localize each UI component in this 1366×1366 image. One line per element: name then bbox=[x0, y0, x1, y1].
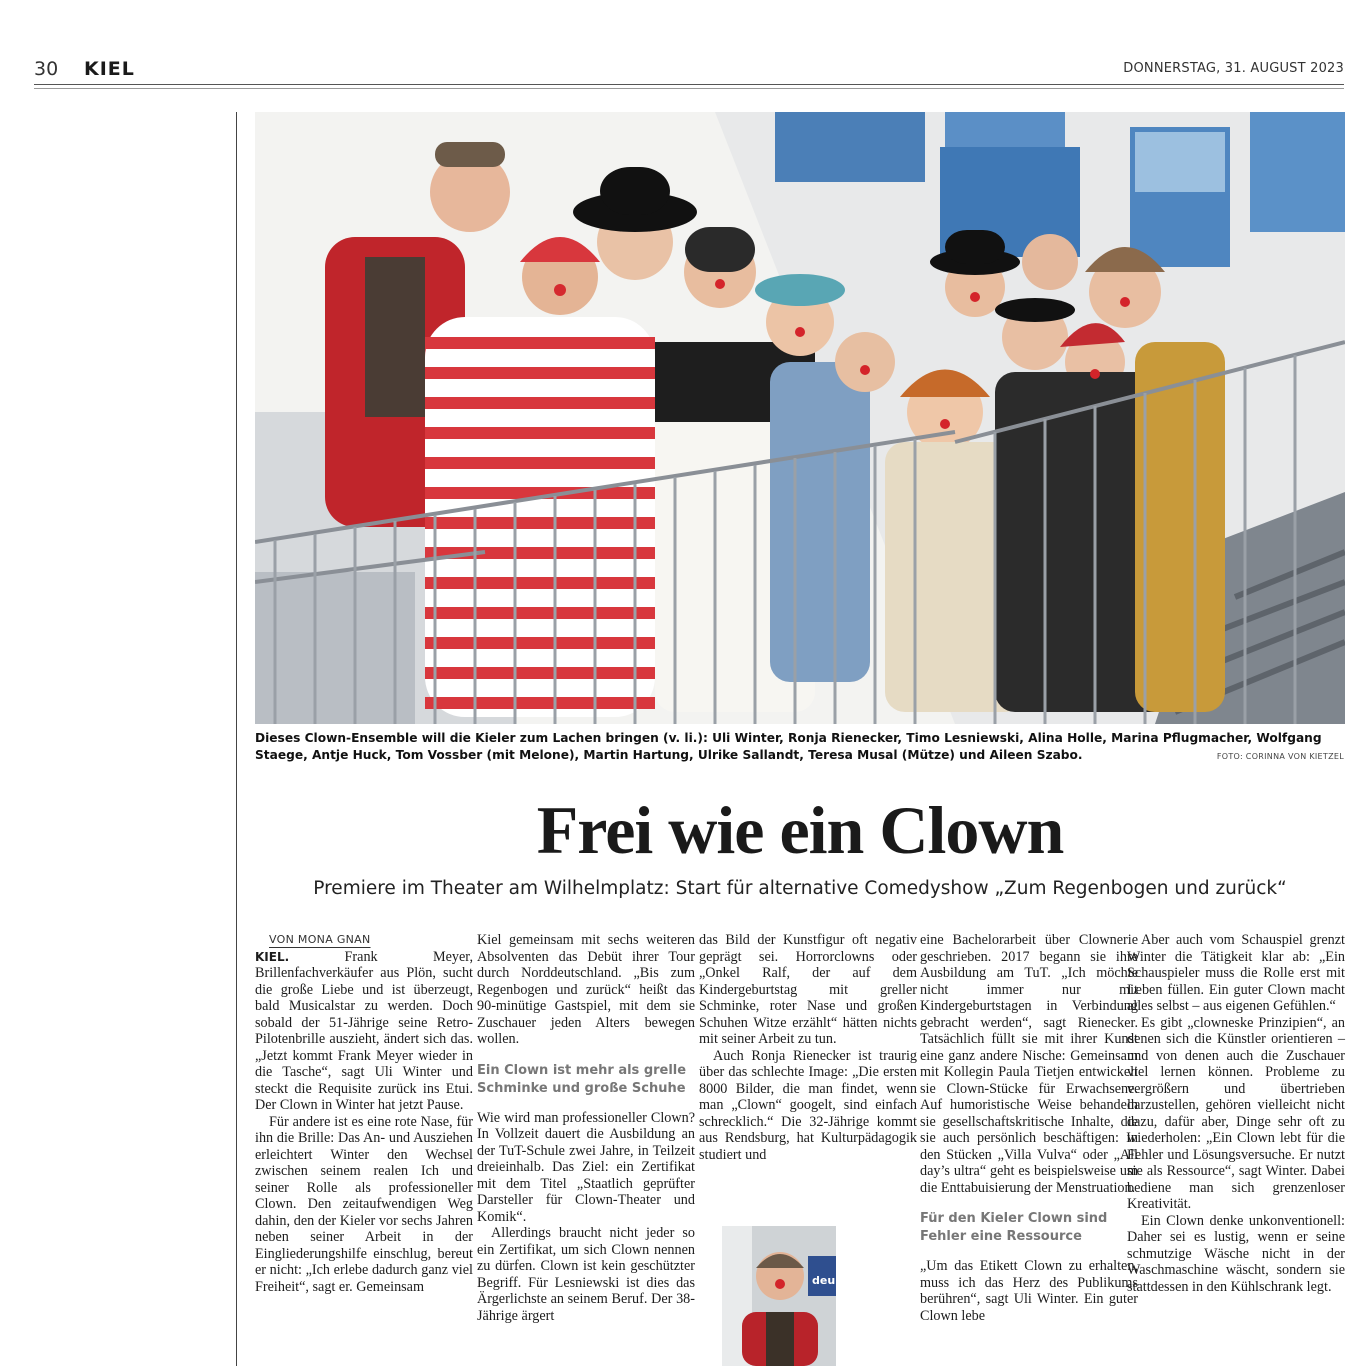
paragraph: Es gibt „clowneske Prinzipien“, an denen sich die Künstler orientieren – und von denen auch die Zuschauer viel lernen können. Probleme zu vergrößern und übertrieben darzustellen, gehören vielleicht nicht dazu, dafür aber, Dinge sehr oft zu wiederholen: „Ein Clown lebt für die Fehler und Lösungsversuche. Er nutzt sie als Ressource“, sagt Winter. Dabei bediene man sich grenzenloser Kreativität. bbox=[1127, 1014, 1345, 1212]
page-header bbox=[34, 58, 1344, 86]
main-photo bbox=[255, 112, 1345, 724]
inset-sign-text: deu bbox=[812, 1274, 836, 1287]
header-rule-secondary bbox=[34, 88, 1344, 89]
paragraph: Allerdings braucht nicht jeder so ein Zertifikat, um sich Clown nennen zu dürfen. Clown ist kein geschützter Begriff. Für Lesniewski ist dies das Ärgerlichste an seinem Beruf. Der 38-Jährige ärgert bbox=[477, 1225, 695, 1324]
paragraph: Kiel gemeinsam mit sechs weiteren Absolventen das Debüt ihrer Tour durch Norddeutschland. „Bis zum Regenbogen und zurück“ heißt das 90-minütige Gastspiel, mit dem sie Zuschauer jeden Alters bewegen wollen. bbox=[477, 932, 695, 1047]
photo-credit: FOTO: CORINNA VON KIETZEL bbox=[1216, 752, 1344, 761]
article-column-1 bbox=[255, 932, 473, 1295]
paragraph-text: Frank Meyer, Brillenfachverkäufer aus Plön, sucht die große Liebe und ist überzeugt, bald Musicalstar zu werden. Doch sobald der 51-Jährige seine Retro-Pilotenbrille auszieht, ändert sich das. „Jetzt kommt Frank Meyer wieder in die Tasche“, sagt Uli Winter und steckt die Requisite zurück ins Etui. Der Clown in Winter hat jetzt Pause. bbox=[255, 948, 473, 1113]
page-number: 30 bbox=[34, 58, 59, 80]
article-subheading: Ein Clown ist mehr als grelle Schminke und große Schuhe bbox=[477, 1062, 687, 1096]
paragraph: eine Bachelorarbeit über Clownerie geschrieben. 2017 begann sie ihre Ausbildung am TuT. „Ich möchte nicht immer nur mit Kindergeburtstagen in Verbindung gebracht werden“, sagt Rienecker. Tatsächlich füllt sie mit ihrer Kunst eine ganz andere Nische: Gemeinsam mit Kollegin Paula Tietjen entwickelt sie Clown-Stücke für Erwachsene. Auf humoristische Weise behandeln sie gesellschaftskritische Inhalte, die sie auch persönlich beschäftigen: In den Stücken „Villa Vulva“ oder „All day’s ultra“ geht es beispielsweise um die Enttabuisierung der Menstruation. bbox=[920, 932, 1138, 1196]
column-divider bbox=[236, 112, 237, 1366]
paragraph: das Bild der Kunstfigur oft negativ geprägt sei. Horrorclowns oder „Onkel Ralf, der auf dem Kindergeburtstag mit greller Schminke, roter Nase und großen Schuhen Witze erzählt“ hätten nichts mit seiner Arbeit zu tun. bbox=[699, 932, 917, 1047]
article-column-4 bbox=[920, 932, 1138, 1324]
section-title: KIEL bbox=[84, 58, 135, 80]
article-headline: Frei wie ein Clown bbox=[536, 792, 1064, 868]
article-subheadline: Premiere im Theater am Wilhelmplatz: Start für alternative Comedyshow „Zum Regenbogen und zurück“ bbox=[313, 878, 1287, 899]
issue-date: DONNERSTAG, 31. AUGUST 2023 bbox=[1123, 61, 1344, 76]
inset-portrait-photo bbox=[722, 1226, 836, 1366]
byline: VON MONA GNAN bbox=[269, 933, 371, 946]
paragraph: Für andere ist es eine rote Nase, für ihn die Brille: Das An- und Ausziehen erleichtert Winter den Wechsel zwischen seinem realen Ich und seiner Rolle als professioneller Clown. Den zeitaufwendigen Weg dahin, den der Kieler vor sechs Jahren neben seiner Arbeit in der Eingliederungshilfe einschlug, bereut er nicht: „Ich erlebe dadurch ganz viel Freiheit“, sagt er. Gemeinsam bbox=[255, 1113, 473, 1295]
article-column-3 bbox=[699, 932, 917, 1192]
article-column-2 bbox=[477, 932, 695, 1324]
paragraph: Aber auch vom Schauspiel grenzt Winter die Tätigkeit klar ab: „Ein Schauspieler muss die Rolle erst mit Leben füllen. Ein guter Clown macht alles selbst – aus eigenen Gefühlen.“ bbox=[1127, 932, 1345, 1014]
paragraph bbox=[255, 949, 473, 1114]
paragraph: „Um das Etikett Clown zu erhalten, muss ich das Herz des Publikums berühren“, sagt Uli Winter. Ein guter Clown lebe bbox=[920, 1258, 1138, 1324]
article-subheading: Für den Kieler Clown sind Fehler eine Ressource bbox=[920, 1211, 1108, 1244]
header-rule bbox=[34, 84, 1344, 85]
paragraph: Ein Clown denke unkonventionell: Daher sei es lustig, wenn er seine schmutzige Wäsche nicht in der Waschmaschine wäscht, sondern sie stattdessen in den Kühlschrank legt. bbox=[1127, 1212, 1345, 1295]
paragraph: Wie wird man professioneller Clown? In Vollzeit dauert die Ausbildung an der TuT-Schule zwei Jahre, in Teilzeit dreieinhalb. Das Ziel: ein Zertifikat mit dem Titel „Staatlich geprüfter Darsteller für Clown-Theater und Komik“. bbox=[477, 1109, 695, 1225]
paragraph: Auch Ronja Rienecker ist traurig über das schlechte Image: „Die ersten 8000 Bilder, die man findet, wenn man „Clown“ googelt, sind einfach schrecklich.“ Die 32-Jährige kommt aus Rendsburg, hat Kulturpädagogik studiert und bbox=[699, 1047, 917, 1163]
photo-caption: Dieses Clown-Ensemble will die Kieler zum Lachen bringen (v. li.): Uli Winter, Ronja Rienecker, Timo Lesniewski, Alina Holle, Marina Pflugmacher, Wolfgang Staege, Antje Huck, Tom Vossber (mit Melone), Martin Hartung, Ulrike Sallandt, Teresa Musal (Mütze) und Aileen Szabo. bbox=[255, 731, 1322, 762]
article-column-5 bbox=[1127, 932, 1345, 1295]
dateline: KIEL. bbox=[255, 949, 290, 964]
